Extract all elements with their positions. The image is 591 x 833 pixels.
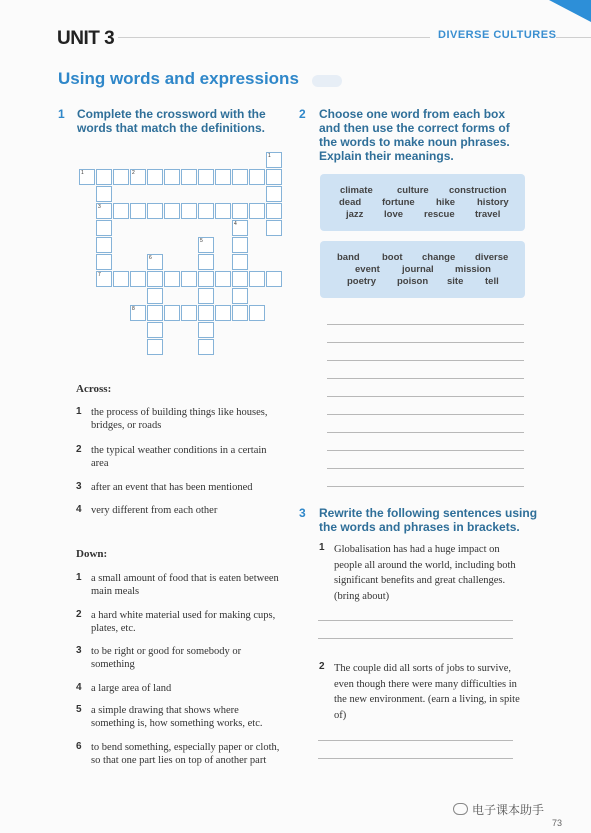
- crossword-cell[interactable]: [215, 305, 231, 321]
- answer-line[interactable]: [318, 758, 513, 759]
- down-clue-number: 2: [76, 609, 82, 620]
- answer-line[interactable]: [318, 638, 513, 639]
- down-clue: a large area of land: [91, 683, 172, 694]
- unit-title: UNIT 3: [57, 28, 115, 49]
- down-clue-number: 6: [76, 741, 82, 752]
- crossword-cell[interactable]: [181, 271, 197, 287]
- crossword-cell[interactable]: [164, 305, 180, 321]
- crossword-clue-number: 7: [98, 272, 101, 278]
- across-clue-number: 3: [76, 481, 82, 492]
- crossword-cell[interactable]: [266, 271, 282, 287]
- crossword-cell[interactable]: [232, 305, 248, 321]
- item-line: people all around the world, including both: [334, 559, 516, 571]
- word: change: [422, 252, 456, 263]
- crossword-cell[interactable]: [147, 305, 163, 321]
- across-clue: very different from each other: [91, 505, 218, 516]
- clue-line: area: [91, 458, 109, 469]
- crossword-cell[interactable]: [147, 339, 163, 355]
- crossword-cell[interactable]: [96, 237, 112, 253]
- crossword-cell[interactable]: [96, 186, 112, 202]
- word: poetry: [347, 276, 377, 287]
- crossword-cell[interactable]: [147, 288, 163, 304]
- q2-line: the words to make noun phrases.: [319, 135, 510, 149]
- clue-line: something: [91, 659, 135, 670]
- crossword-cell[interactable]: [113, 203, 129, 219]
- crossword-cell[interactable]: [198, 254, 214, 270]
- crossword-cell[interactable]: [147, 271, 163, 287]
- footer-brand: 电子课本助手: [472, 803, 545, 817]
- q3-item: [334, 542, 516, 604]
- answer-line[interactable]: [327, 450, 524, 451]
- word: climate: [340, 185, 373, 196]
- crossword-cell[interactable]: [232, 271, 248, 287]
- crossword-cell[interactable]: [198, 339, 214, 355]
- answer-line[interactable]: [327, 360, 524, 361]
- word: construction: [449, 185, 507, 196]
- crossword-clue-number: 1: [268, 153, 271, 159]
- q2-line: Explain their meanings.: [319, 149, 454, 163]
- crossword-clue-number: 8: [132, 306, 135, 312]
- crossword-cell[interactable]: [266, 203, 282, 219]
- item-line: significant benefits and great challenges.: [334, 575, 506, 586]
- across-clue: [91, 406, 267, 432]
- item-line: the new environment. (earn a living, in spite: [334, 694, 520, 705]
- clue-line: something is, how something works, etc.: [91, 718, 263, 729]
- crossword-cell[interactable]: [198, 203, 214, 219]
- q3-number: 3: [299, 506, 306, 520]
- crossword-cell[interactable]: [232, 254, 248, 270]
- crossword-cell[interactable]: [232, 203, 248, 219]
- q2-line: Choose one word from each box: [319, 107, 506, 121]
- word-box-2: [320, 241, 525, 298]
- word: travel: [475, 209, 501, 220]
- q2-number: 2: [299, 107, 306, 121]
- down-clue-number: 5: [76, 704, 82, 715]
- clue-line: so that one part lies on top of another part: [91, 755, 267, 766]
- crossword-cell[interactable]: [147, 322, 163, 338]
- across-clue-number: 2: [76, 444, 82, 455]
- answer-line[interactable]: [327, 486, 524, 487]
- crossword-cell[interactable]: [181, 169, 197, 185]
- crossword-clue-number: 3: [98, 204, 101, 210]
- crossword-cell[interactable]: [232, 237, 248, 253]
- crossword-cell[interactable]: [215, 203, 231, 219]
- word: band: [337, 252, 360, 263]
- answer-line[interactable]: [327, 324, 524, 325]
- crossword-cell[interactable]: [96, 169, 112, 185]
- item-line: Globalisation has had a huge impact on: [334, 544, 500, 555]
- clue-line: a small amount of food that is eaten between: [91, 573, 279, 584]
- down-clue-number: 3: [76, 645, 82, 656]
- answer-line[interactable]: [318, 740, 513, 741]
- crossword-cell[interactable]: [249, 305, 265, 321]
- crossword-cell[interactable]: [249, 169, 265, 185]
- crossword-cell[interactable]: [130, 271, 146, 287]
- clue-line: to bend something, especially paper or cloth,: [91, 742, 280, 753]
- crossword-clue-number: 1: [81, 170, 84, 176]
- clue-line: plates, etc.: [91, 623, 136, 634]
- word: history: [477, 197, 509, 208]
- crossword-cell[interactable]: [96, 220, 112, 236]
- down-clue: [91, 741, 279, 767]
- clue-line: main meals: [91, 586, 140, 597]
- q2-instruction: [319, 107, 510, 163]
- crossword-cell[interactable]: [164, 169, 180, 185]
- crossword-cell[interactable]: [232, 288, 248, 304]
- crossword-cell[interactable]: [215, 271, 231, 287]
- answer-line[interactable]: [327, 342, 524, 343]
- down-clue: [91, 609, 275, 635]
- answer-line[interactable]: [327, 396, 524, 397]
- crossword-cell[interactable]: [266, 169, 282, 185]
- word: site: [447, 276, 464, 287]
- word: dead: [339, 197, 362, 208]
- word: diverse: [475, 252, 509, 263]
- crossword-cell[interactable]: [147, 203, 163, 219]
- answer-line[interactable]: [327, 414, 524, 415]
- word: event: [355, 264, 380, 275]
- crossword-cell[interactable]: [96, 254, 112, 270]
- crossword-clue-number: 2: [132, 170, 135, 176]
- crossword-cell[interactable]: [181, 305, 197, 321]
- word: poison: [397, 276, 429, 287]
- answer-line[interactable]: [327, 378, 524, 379]
- crossword-cell[interactable]: [198, 288, 214, 304]
- clue-line: the process of building things like houses,: [91, 407, 268, 418]
- crossword-cell[interactable]: [147, 169, 163, 185]
- word-box-1: [320, 174, 525, 231]
- across-clue-number: 1: [76, 406, 82, 417]
- crossword-cell[interactable]: [198, 322, 214, 338]
- item-line: even though there were many difficulties in: [334, 678, 517, 690]
- crossword-cell[interactable]: [232, 169, 248, 185]
- word: tell: [485, 276, 499, 287]
- crossword-cell[interactable]: [198, 305, 214, 321]
- crossword-cell[interactable]: [164, 271, 180, 287]
- crossword-cell[interactable]: [164, 203, 180, 219]
- word: culture: [397, 185, 429, 196]
- crossword-clue-number: 6: [149, 255, 152, 261]
- down-clue-number: 1: [76, 572, 82, 583]
- word: mission: [455, 264, 491, 275]
- down-clue-number: 4: [76, 682, 82, 693]
- down-clue: [91, 572, 279, 598]
- q3-item: [334, 661, 520, 723]
- answer-line[interactable]: [327, 432, 524, 433]
- crossword-cell[interactable]: [181, 203, 197, 219]
- crossword-cell[interactable]: [266, 186, 282, 202]
- q3-line: Rewrite the following sentences using: [319, 506, 538, 520]
- wechat-icon: [453, 803, 468, 815]
- q3-line: the words and phrases in brackets.: [319, 520, 520, 534]
- crossword-clue-number: 5: [200, 238, 203, 244]
- unit-theme: DIVERSE CULTURES: [438, 29, 557, 41]
- item-line: (bring about): [334, 590, 390, 602]
- crossword-cell[interactable]: [113, 169, 129, 185]
- q1-line: words that match the definitions.: [77, 121, 266, 135]
- word: rescue: [424, 209, 455, 220]
- crossword-cell[interactable]: [249, 271, 265, 287]
- word: love: [384, 209, 404, 220]
- clue-line: a simple drawing that shows where: [91, 705, 239, 716]
- down-clue: [91, 704, 263, 730]
- clue-line: a hard white material used for making cups,: [91, 610, 276, 621]
- q3-instruction: [319, 506, 537, 534]
- crossword-cell[interactable]: [249, 203, 265, 219]
- word: fortune: [382, 197, 415, 208]
- crossword-cell[interactable]: [130, 203, 146, 219]
- word: jazz: [346, 209, 364, 220]
- crossword-cell[interactable]: [198, 271, 214, 287]
- across-title: Across:: [76, 383, 112, 395]
- section-title: Using words and expressions: [58, 69, 299, 88]
- word: journal: [402, 264, 434, 275]
- clue-line: to be right or good for somebody or: [91, 646, 242, 657]
- across-clue: [91, 444, 267, 470]
- word: boot: [382, 252, 403, 263]
- clue-line: bridges, or roads: [91, 420, 162, 431]
- item-line: of): [334, 709, 347, 721]
- across-clue-number: 4: [76, 504, 82, 515]
- clue-line: the typical weather conditions in a certain: [91, 445, 267, 456]
- crossword-clue-number: 4: [234, 221, 237, 227]
- answer-line[interactable]: [318, 620, 513, 621]
- across-clue: after an event that has been mentioned: [91, 482, 253, 493]
- answer-line[interactable]: [327, 468, 524, 469]
- q3-item-number: 1: [319, 542, 325, 553]
- crossword-cell[interactable]: [198, 169, 214, 185]
- down-clue: [91, 645, 241, 671]
- page-number: 73: [552, 818, 563, 828]
- q2-line: and then use the correct forms of: [319, 121, 510, 135]
- word: hike: [436, 197, 456, 208]
- down-title: Down:: [76, 548, 108, 560]
- q3-item-number: 2: [319, 661, 325, 672]
- crossword-cell[interactable]: [266, 220, 282, 236]
- q1-line: Complete the crossword with the: [77, 107, 266, 121]
- q1-number: 1: [58, 107, 65, 121]
- item-line: The couple did all sorts of jobs to survive,: [334, 663, 512, 674]
- crossword-cell[interactable]: [113, 271, 129, 287]
- crossword-cell[interactable]: [215, 169, 231, 185]
